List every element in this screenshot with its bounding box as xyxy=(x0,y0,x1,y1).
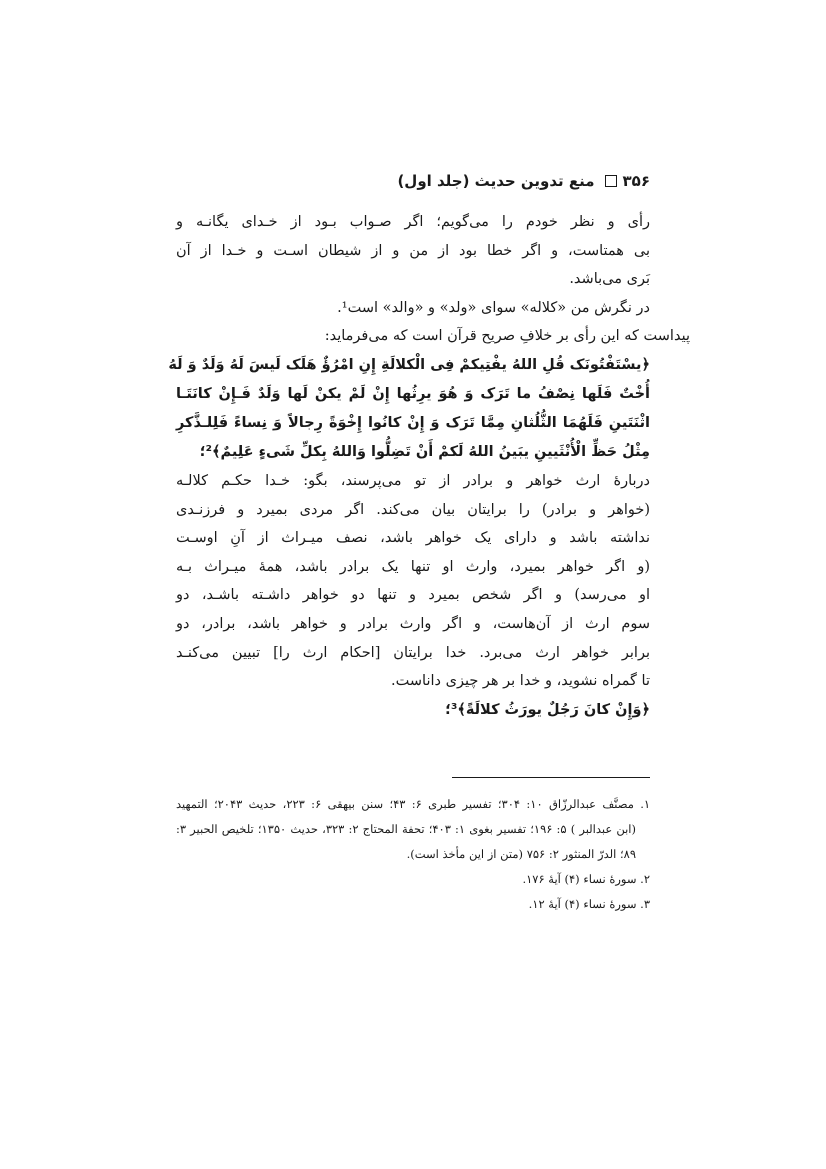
translation-line: (و اگر خواهر بمیرد، وارث او تنها یک برادر باشد، همهٔ میـراث بـه xyxy=(176,558,650,575)
body-line: پیداست که این رأی بر خلافِ صریح قرآن است که می‌فرماید: xyxy=(324,328,690,345)
translation-line: سوم ارث از آن‌هاست، و اگر وارث برادر و خواهر باشد، برادر، دو xyxy=(176,615,650,632)
body-line: رأی و نظر خودم را می‌گویم؛ اگر صـواب بـود از خـدای یگانـه و xyxy=(176,214,650,230)
footnote-line: (ابن عبدالبر ) ۵: ۱۹۶؛ تفسیر بغوی ۱: ۴۰۳؛ تحفة المحتاج ۲: ۳۲۳، حدیث ۱۳۵۰؛ تلخیص الحبیر ۳: xyxy=(176,822,636,836)
body-line: در نگرش من «کلاله» سوای «ولد» و «والد» است¹. xyxy=(337,299,650,316)
translation-line: تا گمراه نشوید، و خدا بر هر چیزی داناست. xyxy=(391,673,650,690)
running-header xyxy=(397,172,650,190)
footnote-line: ۱. مصنَّف عبدالرزّاق ۱۰: ۳۰۴؛ تفسیر طبری ۶: ۴۳؛ سنن بیهقی ۶: ۲۲۳، حدیث ۲۰۴۳؛ التمهید xyxy=(176,797,651,811)
book-title: منع تدوین حدیث (جلد اول) xyxy=(397,172,595,190)
quran-verse-line: اثْنَتَينِ فَلَهُمَا الثُّلُثانِ مِمَّا تَرَک وَ إِنْ كانُوا إِخْوَةً رِجالاً وَ نِساءً فَلِلـذَّكرِ xyxy=(176,414,650,431)
footnote-line: ۳. سورهٔ نساء (۴) آیهٔ ۱۲. xyxy=(528,897,650,911)
translation-line: دربارهٔ ارث خواهر و برادر از تو می‌پرسند، بگو: خـدا حکـم کلالـه xyxy=(176,472,650,489)
translation-line: او می‌رسد) و اگر شخص بمیرد و تنها دو خواهر داشـته باشـد، دو xyxy=(176,587,650,604)
footnote-line: ۸۹؛ الدرّ المنثور ۲: ۷۵۶ (متن از این مأخذ است). xyxy=(406,847,636,861)
square-ornament-icon xyxy=(605,175,617,187)
footnote-separator xyxy=(452,777,650,778)
translation-line: برابر خواهر ارث می‌برد. خدا برایتان [احکام ارث را] تبیین می‌کنـد xyxy=(176,644,650,661)
translation-line: (خواهر و برادر) را برایتان بیان می‌کند. اگر مردی بمیرد و فرزنـدی xyxy=(176,501,650,518)
body-line: بی همتاست، و اگر خطا بود از من و از شیطان اسـت و خـدا از آن xyxy=(176,242,650,259)
footnote-line: ۲. سورهٔ نساء (۴) آیهٔ ۱۷۶. xyxy=(522,872,650,886)
quran-verse-line: ﴿يسْتَفْتُونَک قُلِ اللهُ يفْتِيكمْ فِى الْكلالَةِ إِنِ امْرُؤٌ هَلَک لَيسَ لَهُ وَلَدٌ وَ لَهُ xyxy=(168,356,650,373)
quran-verse-line: مِثْلُ حَظِّ الْأُنْثَيينِ يبَينُ اللهُ لَكمْ أَنْ تَضِلُّوا وَاللهُ بِكلِّ شَىءٍ عَلِيمٌ﴾²؛ xyxy=(199,443,650,460)
quran-verse-line: ﴿وَإِنْ كانَ رَجُلٌ يورَثُ كلالَةً﴾³؛ xyxy=(445,701,650,718)
translation-line: نداشته باشد و دارای یک خواهر باشد، نصف میـراث از آنِ اوسـت xyxy=(176,530,650,547)
quran-verse-line: أُخْتٌ فَلَها نِصْفُ ما تَرَک وَ هُوَ يرِثُها إِنْ لَمْ يكنْ لَها وَلَدٌ فَـإِنْ كانَتَـا xyxy=(176,385,650,402)
body-line: بَری می‌باشد. xyxy=(569,271,650,288)
footnotes xyxy=(176,792,650,917)
page-number: ۳۵۶ xyxy=(622,172,650,190)
main-text xyxy=(168,208,690,725)
